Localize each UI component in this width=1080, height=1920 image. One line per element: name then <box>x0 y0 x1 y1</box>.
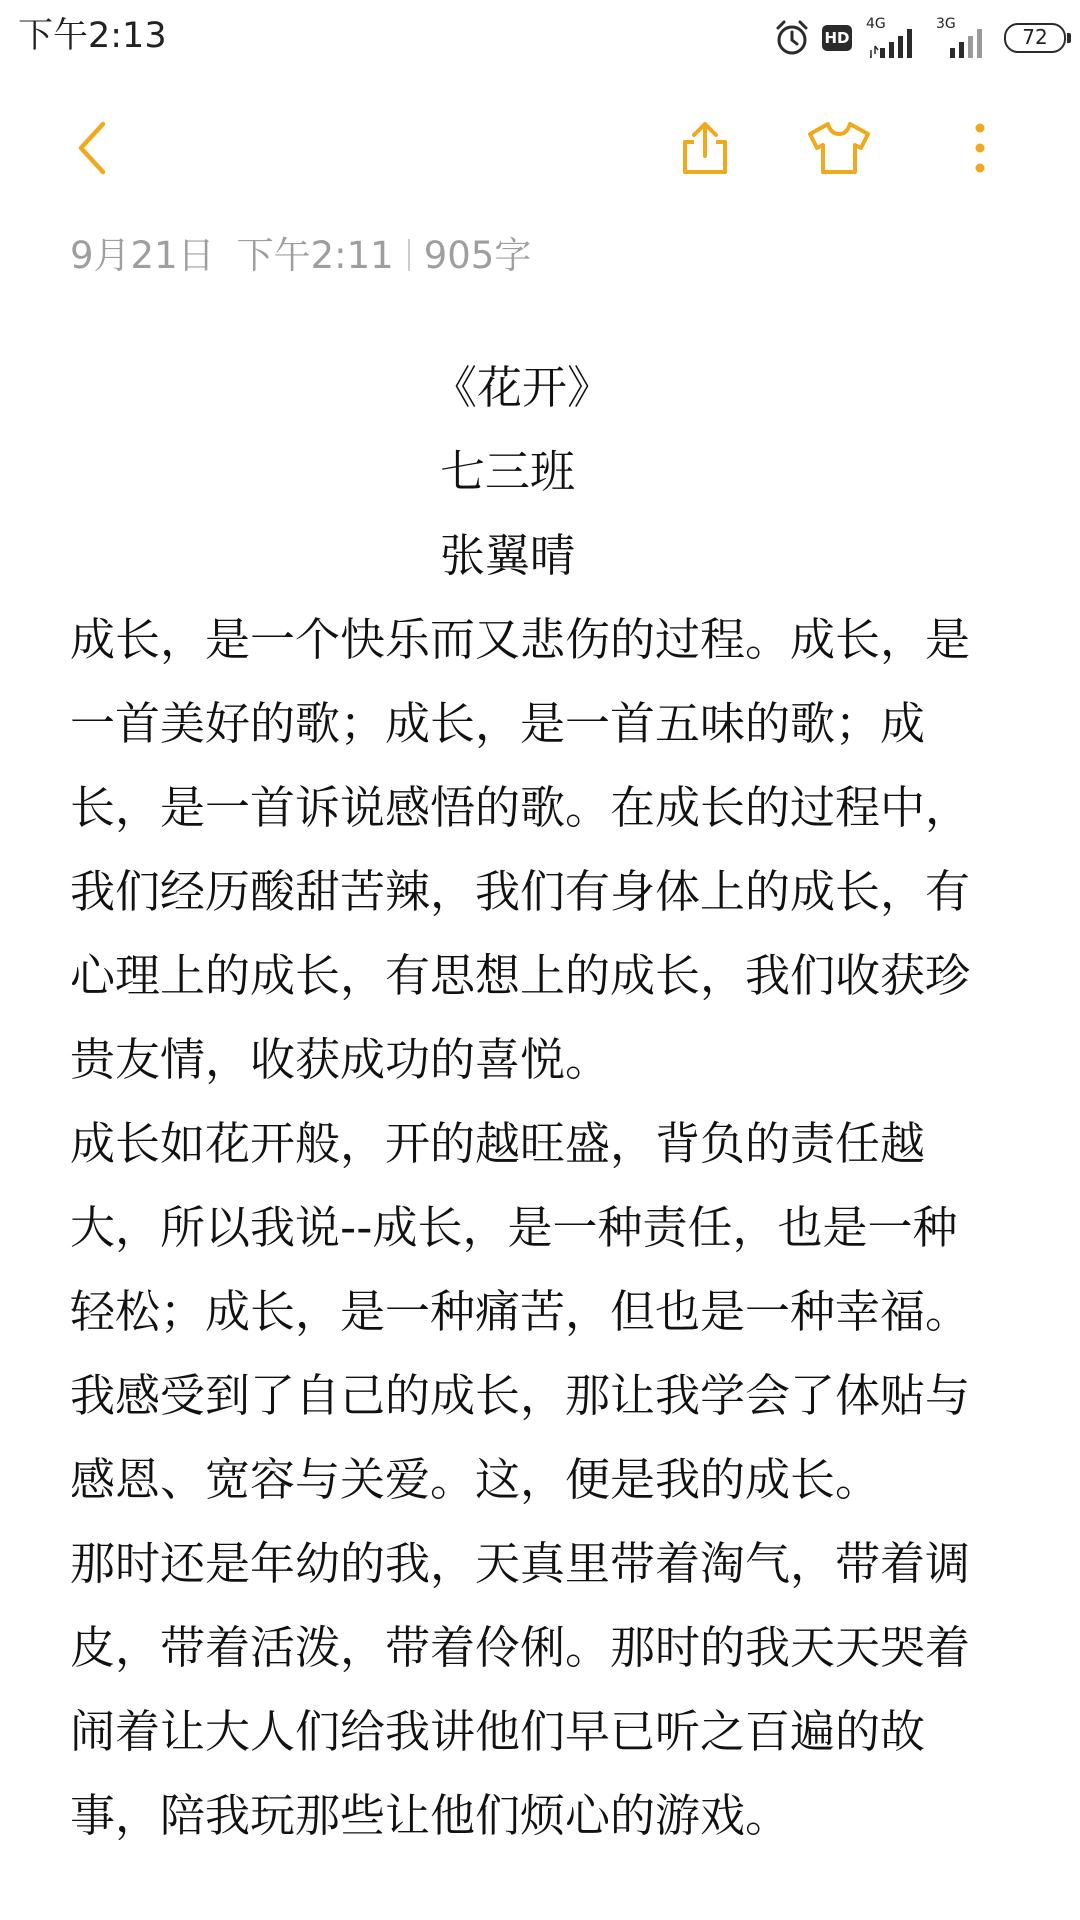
hd-icon: HD <box>822 25 852 51</box>
battery-level: 72 <box>1022 25 1048 49</box>
battery-icon <box>1004 23 1066 53</box>
word-count: 905字 <box>423 234 532 277</box>
signal-4g-icon <box>864 18 922 58</box>
chevron-left-icon <box>73 120 113 180</box>
note-meta <box>70 228 531 284</box>
status-bar <box>0 0 1080 76</box>
note-class-name: 七三班 <box>440 445 576 498</box>
note-body[interactable] <box>70 346 970 1858</box>
network-4g-label: 4G <box>866 16 886 32</box>
note-paragraph: 那时还是年幼的我，天真里带着淘气，带着调皮，带着活泼，带着伶俐。那时的我天天哭着闹着让大人们给我讲他们早已听之百遍的故事，陪我玩那些让他们烦心的游戏。 <box>70 1537 971 1842</box>
share-button[interactable] <box>670 115 740 185</box>
status-icons <box>762 16 1066 60</box>
alarm-icon <box>774 19 810 57</box>
meta-divider <box>408 239 410 271</box>
more-vertical-icon <box>973 122 987 178</box>
note-time: 下午2:11 <box>236 234 394 277</box>
note-author: 张翼晴 <box>440 529 576 582</box>
shirt-icon <box>806 120 872 180</box>
note-paragraph: 成长，是一个快乐而又悲伤的过程。成长，是一首美好的歌；成长，是一首五味的歌；成长，是一首诉说感悟的歌。在成长的过程中，我们经历酸甜苦辣，我们有身体上的成长，有心理上的成长，有思想上的成长，我们收获珍贵友情，收获成功的喜悦。 <box>70 613 971 1086</box>
share-icon <box>677 120 733 180</box>
signal-3g-icon <box>934 18 992 58</box>
status-time: 下午2:13 <box>18 16 167 56</box>
network-3g-label: 3G <box>936 16 956 32</box>
note-toolbar <box>0 95 1080 205</box>
theme-button[interactable] <box>804 115 874 185</box>
back-button[interactable] <box>58 115 128 185</box>
note-title: 《花开》 <box>432 361 613 414</box>
battery-tip <box>1067 33 1071 43</box>
note-date: 9月21日 <box>70 234 215 277</box>
more-button[interactable] <box>945 115 1015 185</box>
note-paragraph: 成长如花开般，开的越旺盛，背负的责任越大，所以我说--成长，是一种责任，也是一种轻松；成长，是一种痛苦，但也是一种幸福。我感受到了自己的成长，那让我学会了体贴与感恩、宽容与关爱。这，便是我的成长。 <box>70 1117 971 1506</box>
